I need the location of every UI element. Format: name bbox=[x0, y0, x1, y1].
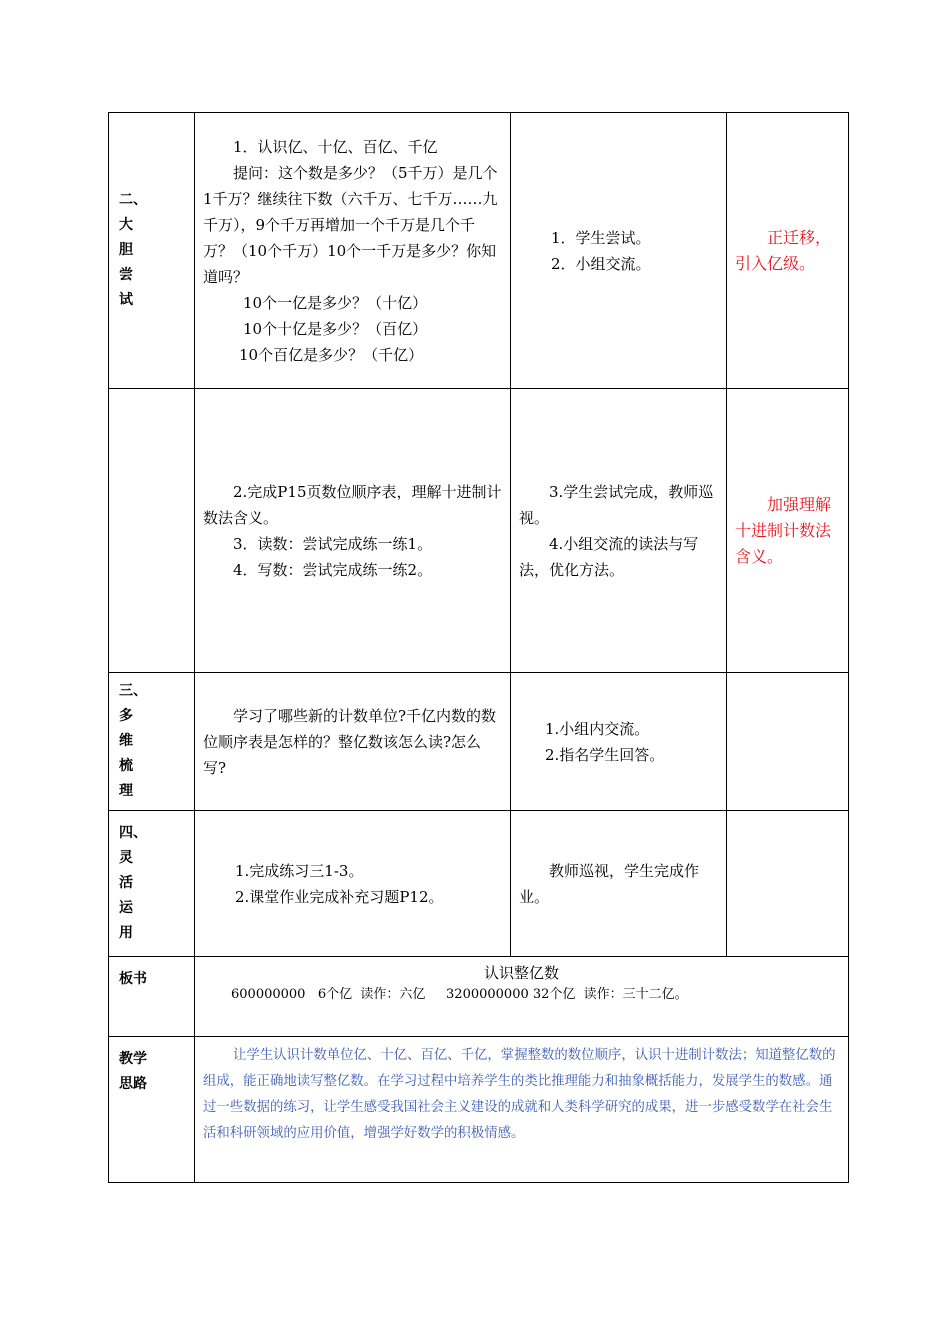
stage-char: 灵 bbox=[119, 850, 133, 866]
intent-text: 引入亿级。 bbox=[735, 253, 816, 273]
stage-label-cell bbox=[109, 113, 195, 389]
student-activity-cell bbox=[511, 673, 727, 811]
board-label-cell bbox=[109, 957, 195, 1037]
thinking-label: 思路 bbox=[119, 1076, 147, 1092]
student-activity-cell bbox=[511, 113, 727, 389]
stage-char: 梳 bbox=[119, 758, 133, 774]
stage-number: 二、 bbox=[119, 192, 147, 208]
student-activity-cell bbox=[511, 389, 727, 673]
teacher-activity-cell bbox=[195, 811, 511, 957]
table-row bbox=[109, 957, 849, 1037]
stage-char: 多 bbox=[119, 708, 133, 724]
intent-text: 加强理解 bbox=[767, 494, 832, 514]
teacher-text: 提问：这个数是多少？（5千万）是几个1千万？继续往下数（六千万、七千万……九千万），9个千万再增加一个千万是几个千万？（10个千万）10个一千万是多少？你知道吗？ bbox=[203, 163, 498, 286]
stage-char: 尝 bbox=[119, 267, 133, 283]
teacher-activity-cell bbox=[195, 389, 511, 673]
table-row bbox=[109, 1037, 849, 1183]
teacher-text: 1．认识亿、十亿、百亿、千亿 bbox=[233, 137, 438, 156]
table-row bbox=[109, 673, 849, 811]
teacher-text: 2.完成P15页数位顺序表，理解十进制计数法含义。 bbox=[203, 482, 502, 527]
intent-text: 正迁移， bbox=[767, 227, 832, 247]
stage-char: 胆 bbox=[119, 242, 133, 258]
blackboard-cell bbox=[195, 957, 849, 1037]
blackboard-title: 认识整亿数 bbox=[483, 964, 559, 982]
student-text: 1．学生尝试。 bbox=[551, 228, 651, 247]
stage-number: 三、 bbox=[119, 683, 147, 699]
table-row bbox=[109, 113, 849, 389]
teacher-text: 10个十亿是多少？（百亿） bbox=[243, 319, 428, 338]
teacher-text: 10个一亿是多少？（十亿） bbox=[243, 293, 428, 312]
stage-label-cell bbox=[109, 389, 195, 673]
design-intent-cell bbox=[727, 113, 849, 389]
stage-char: 用 bbox=[119, 925, 133, 941]
teacher-activity-cell bbox=[195, 673, 511, 811]
stage-char: 大 bbox=[119, 217, 133, 233]
board-label: 板书 bbox=[119, 971, 147, 987]
thinking-label-cell bbox=[109, 1037, 195, 1183]
stage-char: 理 bbox=[119, 783, 133, 799]
stage-number: 四、 bbox=[119, 825, 147, 841]
blackboard-line: 600000000 6个亿 读作：六亿 3200000000 32个亿 读作：三十二亿。 bbox=[231, 987, 688, 1002]
teaching-thinking-cell bbox=[195, 1037, 849, 1183]
lesson-plan-table bbox=[108, 112, 849, 1183]
stage-char: 活 bbox=[119, 875, 133, 891]
intent-text: 十进制计数法含义。 bbox=[735, 520, 832, 566]
student-activity-cell bbox=[511, 811, 727, 957]
teacher-activity-cell bbox=[195, 113, 511, 389]
design-intent-cell bbox=[727, 811, 849, 957]
student-text: 2．小组交流。 bbox=[551, 254, 651, 273]
teacher-text: 2.课堂作业完成补充习题P12。 bbox=[235, 887, 444, 906]
teacher-text: 4．写数：尝试完成练一练2。 bbox=[233, 560, 433, 579]
stage-char: 试 bbox=[119, 292, 133, 308]
student-text: 4.小组交流的读法与写法，优化方法。 bbox=[519, 534, 699, 579]
table-row bbox=[109, 389, 849, 673]
student-text: 2.指名学生回答。 bbox=[545, 745, 665, 764]
teacher-text: 3．读数：尝试完成练一练1。 bbox=[233, 534, 433, 553]
student-text: 教师巡视，学生完成作业。 bbox=[519, 861, 700, 906]
table-row bbox=[109, 811, 849, 957]
stage-char: 运 bbox=[119, 900, 133, 916]
stage-label-cell bbox=[109, 811, 195, 957]
stage-char: 维 bbox=[119, 733, 133, 749]
teacher-text: 学习了哪些新的计数单位?千亿内数的数位顺序表是怎样的？整亿数该怎么读?怎么写? bbox=[203, 706, 497, 777]
design-intent-cell bbox=[727, 389, 849, 673]
student-text: 3.学生尝试完成，教师巡视。 bbox=[519, 482, 714, 527]
design-intent-cell bbox=[727, 673, 849, 811]
thinking-text: 让学生认识计数单位亿、十亿、百亿、千亿，掌握整数的数位顺序，认识十进制计数法；知道整亿数的组成，能正确地读写整亿数。在学习过程中培养学生的类比推理能力和抽象概括能力，发展学生的数感。通过一些数据的练习，让学生感受我国社会主义建设的成就和人类科学研究的成果，进一步感受数学在社会生活和科研领域的应用价值，增强学好数学的积极情感。 bbox=[203, 1048, 836, 1141]
student-text: 1.小组内交流。 bbox=[545, 719, 650, 738]
teacher-text: 1.完成练习三1-3。 bbox=[235, 861, 364, 880]
stage-label-cell bbox=[109, 673, 195, 811]
thinking-label: 教学 bbox=[119, 1051, 147, 1067]
teacher-text: 10个百亿是多少？（千亿） bbox=[239, 345, 424, 364]
